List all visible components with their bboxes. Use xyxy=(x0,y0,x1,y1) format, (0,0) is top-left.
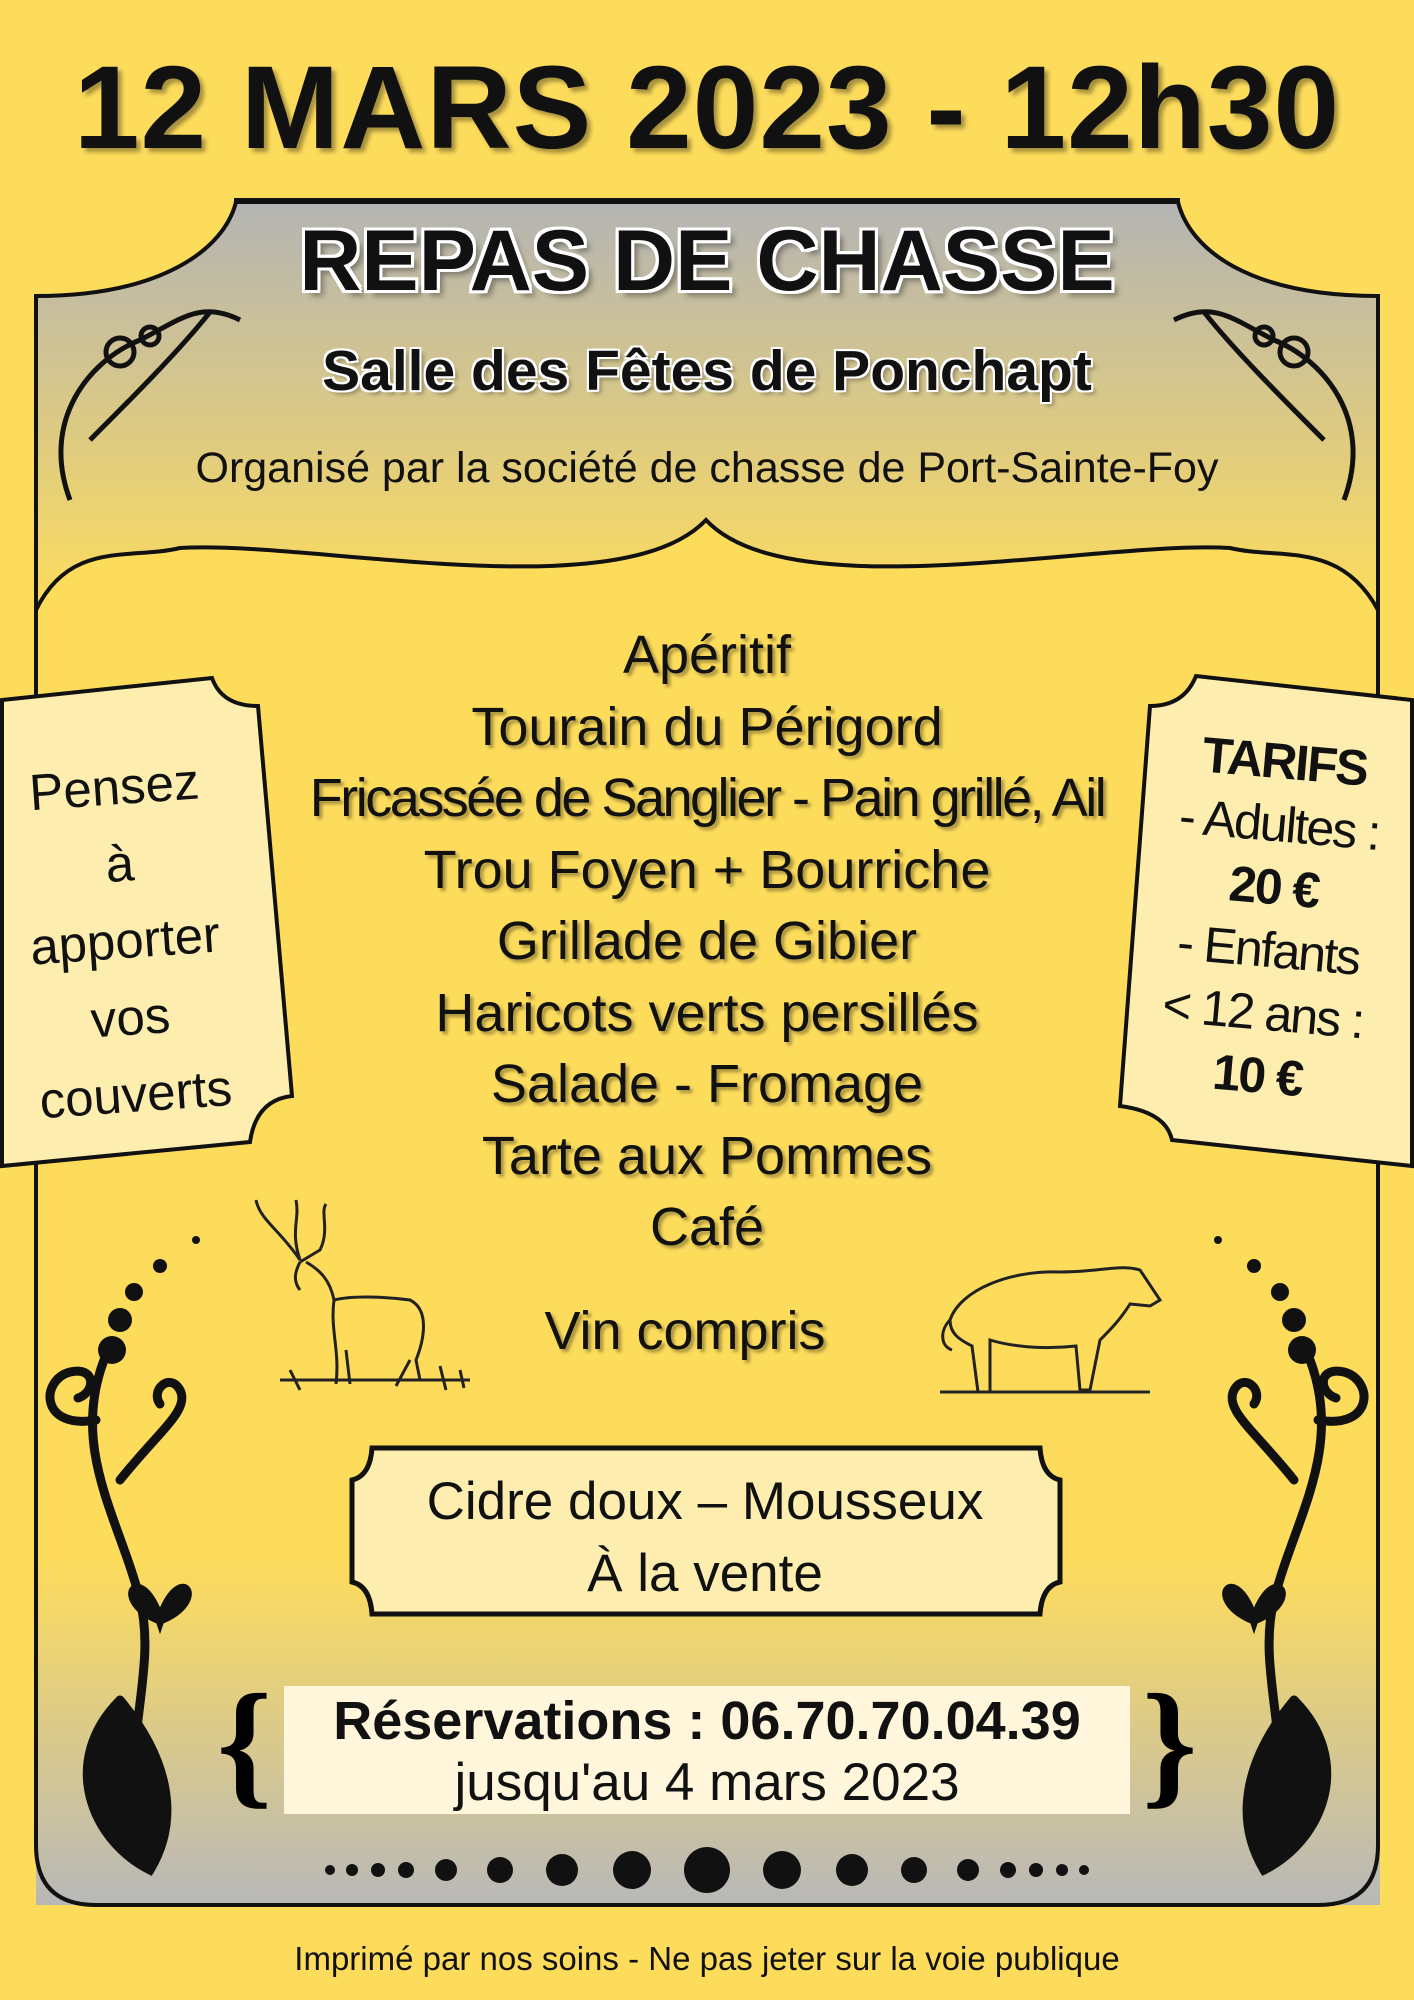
tarif-children-label: - Enfants xyxy=(1175,914,1362,986)
boar-illustration xyxy=(940,1268,1160,1392)
reservation-deadline: jusqu'au 4 mars 2023 xyxy=(454,1753,960,1812)
bring-cutlery-note xyxy=(0,740,263,1142)
tarif-children-price: 10 € xyxy=(1210,1043,1305,1108)
note-line: couverts xyxy=(37,1058,234,1130)
note-line: vos xyxy=(88,986,172,1049)
menu-item: Trou Foyen + Bourriche xyxy=(423,839,991,900)
drinks-line: À la vente xyxy=(587,1544,823,1603)
organizer: Organisé par la société de chasse de Port-Sainte-Foy xyxy=(195,444,1219,492)
tarif-adults-price: 20 € xyxy=(1226,855,1321,919)
event-title: REPAS DE CHASSE xyxy=(299,213,1115,309)
tarif-adults-label: - Adultes : xyxy=(1177,787,1382,861)
footer-note: Imprimé par nos soins - Ne pas jeter sur la voie publique xyxy=(294,1940,1120,1977)
tarifs-title: TARIFS xyxy=(1200,726,1370,797)
menu-item: Tourain du Périgord xyxy=(471,696,943,757)
menu-item: Haricots verts persillés xyxy=(435,982,979,1043)
drinks-for-sale xyxy=(360,1466,1050,1610)
menu-item: Café xyxy=(649,1197,765,1257)
tarif-children-age: < 12 ans : xyxy=(1160,975,1366,1050)
menu-item: Fricassée de Sanglier - Pain grillé, Ail xyxy=(309,768,1105,828)
note-line: Pensez xyxy=(27,752,202,822)
venue: Salle des Fêtes de Ponchapt xyxy=(322,339,1092,403)
menu-item: Grillade de Gibier xyxy=(496,911,918,971)
tarifs-box xyxy=(1124,719,1414,1118)
brace-icon-left: { xyxy=(216,1666,272,1821)
reservation-phone: Réservations : 06.70.70.04.39 xyxy=(333,1691,1081,1751)
menu-item: Apéritif xyxy=(622,625,792,685)
menu-item: Salade - Fromage xyxy=(490,1054,924,1114)
drinks-line: Cidre doux – Mousseux xyxy=(426,1472,984,1531)
wine-included: Vin compris xyxy=(544,1301,826,1361)
menu-list xyxy=(270,620,1144,1264)
brace-icon-right: } xyxy=(1142,1666,1198,1821)
menu-item: Tarte aux Pommes xyxy=(481,1125,933,1186)
note-line: apporter xyxy=(28,905,222,976)
note-line: à xyxy=(103,834,136,894)
event-date-time: 12 MARS 2023 - 12h30 xyxy=(73,42,1341,174)
